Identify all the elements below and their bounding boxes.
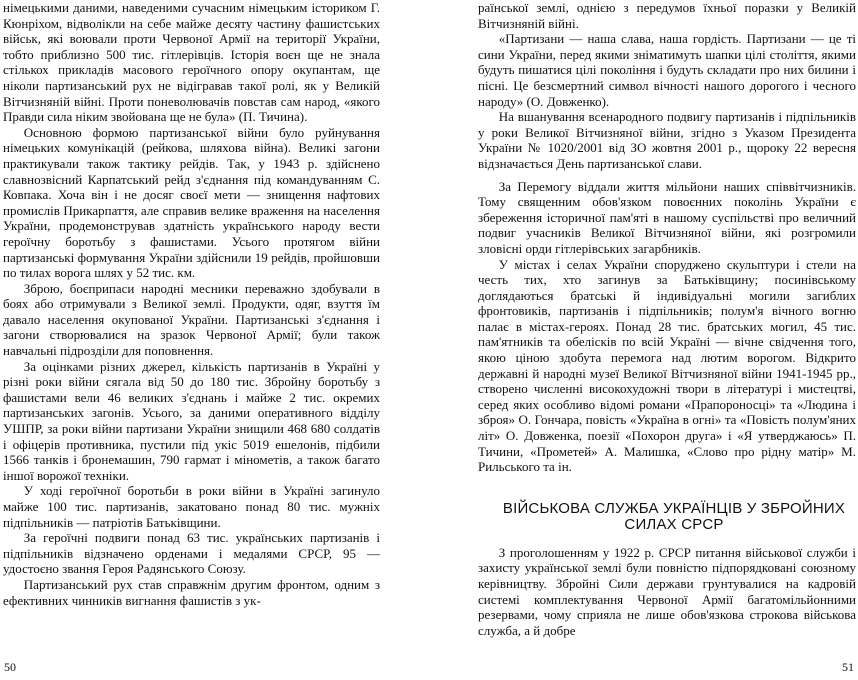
paragraph: За Перемогу віддали життя мільйони наших співвітчизників. Тому священним обов'язком повоєнних поколінь України є збереження історичної пам'яті в нашому суспільстві про величний подвиг учасників Великої Вітчизняної війни, які розгромили зловісні орди гітлерівських загарбників.	[478, 178, 856, 256]
page-number: 50	[4, 660, 16, 675]
paragraph: У містах і селах України споруджено скульптури і стели на честь тих, хто загинув за Батьківщину; посинівському доглядаються братські й індивідуальні могили загиблих фронтовиків, партизанів і підпільників; полум'я вічного вогню палає в містах-героях. Понад 28 тис. братських могил, 45 тис. пам'ятників та обелісків по всій Україні — вічне свідчення того, якою ціною здобута перемога над лютим ворогом. Відкрито державні й народні музеї Великої Вітчизняної війни 1941-1945 рр., створено численні високохудожні твори в літературі і мистецтві, серед яких особливо відомі романи «Прапороносці» та «Людина і зброя» О. Гончара, повість «Україна в огні» та «Повість полум'яних літ» О. Довженка, поезії «Похорон друга» і «Я утверджаюсь» П. Тичини, «Прометей» А. Малишка, «Слово про рідну матір» М. Рильського та ін.	[478, 256, 856, 475]
paragraph: німецькими даними, наведеними сучасним німецьким істориком Г. Кюнріхом, відволікли на себе майже десяту частину фашистських військ, які воювали проти Червоної Армії на території України, тобто приблизно 500 тис. гітлерівців. Історія воєн ще не знала стількох прикладів масового героїчного опору окупантам, ще ніколи партизанський рух не відігравав такої ролі, як у Великій Вітчизняній війні. Проти поневолювачів повстав сам народ, «якого Правди сила ніким звойована ще не була» (П. Тичина).	[3, 0, 380, 125]
paragraph: З проголошенням у 1922 р. СРСР питання військової служби і захисту української землі були повністю підпорядковані союзному керівництву. Збройні Сили держави грунтувалися на кадровій системі комплектування Червоної Армії багатомільйонними резервами, чому сприяла не лише обов'язкова строкова військова служба, а й добре	[478, 544, 856, 638]
left-page	[0, 0, 428, 680]
paragraph: У ході героїчної боротьби в роки війни в Україні загинуло майже 100 тис. партизанів, закатовано понад 80 тис. мужніх підпільників — патріотів Батьківщини.	[3, 483, 380, 530]
quote-paragraph: «Партизани — наша слава, наша гордість. Партизани — це ті сини України, перед якими зніматимуть шапки цілі століття, якими будуть пишатися цілі покоління і будуть складати про них билини і пісні. Це безсмертний символ вічності нашого дорогого і чесного народу» (О. Довженко).	[478, 31, 856, 109]
paragraph: За героїчні подвиги понад 63 тис. українських партизанів і підпільників відзначено орденами і медалями СРСР, 95 — удостоєно звання Героя Радянського Союзу.	[3, 530, 380, 577]
paragraph: Зброю, боєприпаси народні месники переважно здобували в боях або отримували з Великої землі. Продукти, одяг, взуття їм давало населення окупованої України. Партизанські з'єднання і загони створювалися на зразок Червоної Армії; були також навчальні підрозділи для поповнення.	[3, 280, 380, 359]
paragraph: Основною формою партизанської війни було руйнування німецьких комунікацій (рейкова, шляхова війна). Великі загони практикували також тактику рейдів. Так, у 1943 р. здійснено славнозвісний Карпатський рейд з'єднання під командуванням С. Ковпака. Хоча він і не досяг своєї мети — знищення нафтових промислів Прикарпаття, але справив велике враження на населення України, продемонстрував здатність українського народу вести героїчну боротьбу з фашистами. Усього протягом війни партизанські формування України здійснили 19 рейдів, пройшовши по тилах ворога шлях у 52 тис. км.	[3, 124, 380, 281]
page-number: 51	[842, 660, 854, 675]
paragraph: За оцінками різних джерел, кількість партизанів в Україні у різні роки війни сягала від 50 до 180 тис. Збройну боротьбу з фашистами вели 46 великих з'єднань і майже 2 тис. окремих партизанських загонів. Усього, за даними оперативного відділу УШПР, за роки війни партизани України знищили 468 680 солдатів і офіцерів противника, пустили під укіс 5019 ешелонів, підбили 1566 танків і бронемашин, 790 гармат і мінометів, а також багато іншої ворожої техніки.	[3, 358, 380, 483]
paragraph: Партизанський рух став справжнім другим фронтом, одним з ефективних чинників вигнання фашистів з ук-	[3, 576, 380, 608]
section-heading: ВІЙСЬКОВА СЛУЖБА УКРАЇНЦІВ У ЗБРОЙНИХ СИЛАХ СРСР	[502, 499, 846, 533]
right-page	[430, 0, 858, 680]
paragraph: На вшанування всенародного подвигу партизанів і підпільників у роки Великої Вітчизняної війни, згідно з Указом Президента України № 1020/2001 від ЗО жовтня 2001 р., щороку 22 вересня відзначається День партизанської слави.	[478, 109, 856, 171]
paragraph: раїнської землі, однією з передумов їхньої поразки у Великій Вітчизняній війні.	[478, 0, 856, 31]
